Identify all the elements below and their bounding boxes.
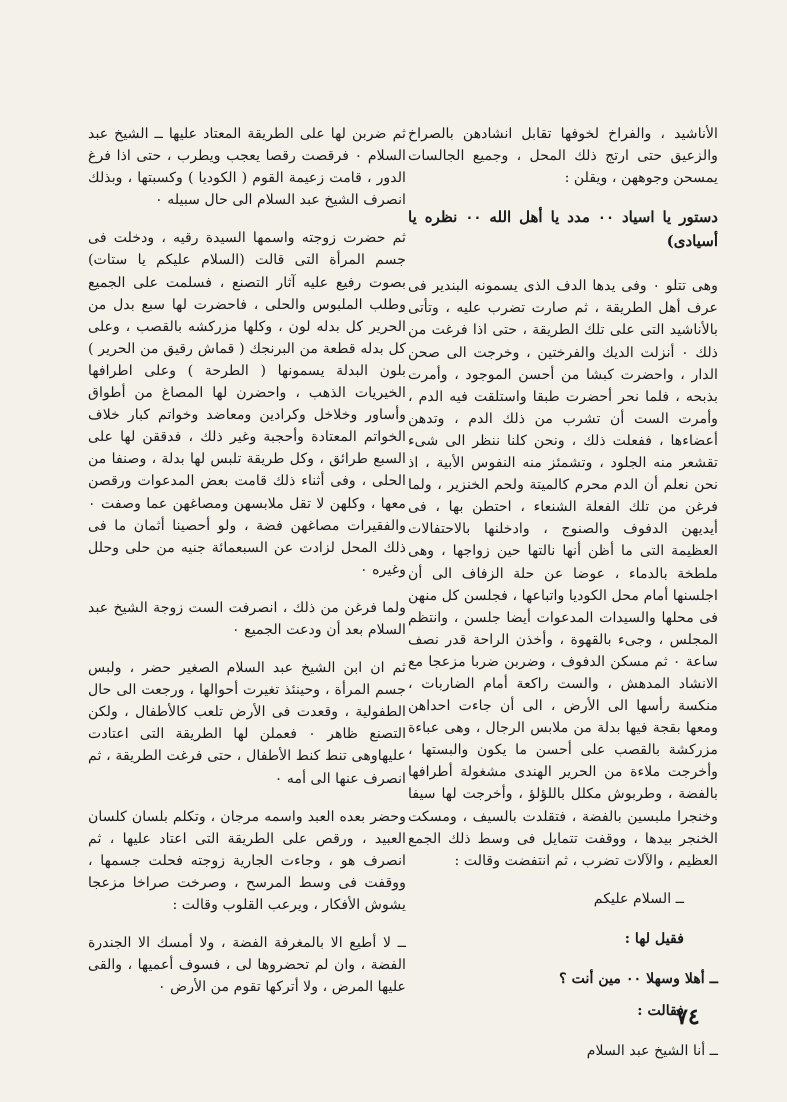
page-number: ٧٤ bbox=[676, 1004, 700, 1030]
dialogue-line: فقالت : bbox=[637, 1003, 684, 1020]
paragraph: وحضر بعده العبد واسمه مرجان ، وتكلم بلسان كلسان العبيد ، ورقص على الطريقة التى اعتاد عليها ، ثم انصرف هو ، وجاءت الجارية زوجته فحلت جسمها ، ووقفت فى وسط المرسح ، وصرخت صراخا مزعجا يشوش الأفكار ، ويرعب القلوب وقالت : bbox=[88, 808, 406, 913]
paragraph: ثم ان ابن الشيخ عبد السلام الصغير حضر ، ولبس جسم المرأة ، وحينئذ تغيرت أحوالها ، ورجعت الى حال الطفولية ، وقعدت فى الأرض تلعب كالأطفال ، ولكن التصنع ظاهر ٠ فعملن لها الطريقة التى اعتادت عليهاوهى تنط كنط الأطفال ، حتى فرغت الطريقة ، ثم انصرف عنها الى أمه ٠ bbox=[88, 660, 407, 787]
paragraph: ثم ضربن لها على الطريقة المعتاد عليها ــ الشيخ عبد السلام ٠ فرقصت رقصا يعجب ويطرب ، حتى اذا فرغ الدور ، قامت زعيمة القوم ( الكوديا ) وكسبتها ، وبذلك انصرف الشيخ عبد السلام الى حال سبيله ٠ bbox=[88, 126, 406, 209]
right-column bbox=[408, 123, 718, 1072]
left-column bbox=[88, 123, 406, 1014]
section-heading: دستور يا اسياد ٠٠ مدد يا أهل الله ٠٠ نظره يا أسيادى) bbox=[408, 208, 718, 251]
dialogue-line: ــ السلام عليكم bbox=[593, 890, 684, 907]
paragraph: الأناشيد ، والفراخ لخوفها تقابل انشادهن بالصراخ والزعيق حتى ارتج ذلك المحل ، وجميع الجالسات يمسحن وجوههن ، ويقلن : bbox=[408, 126, 718, 187]
dialogue-line: ــ أهلا وسهلا ٠٠ مين أنت ؟ bbox=[559, 971, 718, 987]
dialogue-line: فقيل لها : bbox=[624, 930, 684, 947]
paragraph: ثم حضرت زوجته واسمها السيدة رقيه ، ودخلت فى جسم المرأة التى قالت (السلام عليكم يا ستات) بصوت رفيع عليه آثار التصنع ، فسلمت على الجميع وطلب الملبوس والحلى ، فاحضرت لها سبع بدل من الحرير كل بدله لون ، وكلها مزركشه بالقصب ، وعلى كل بدله قطعة من البرنجك ( قماش رقيق من الحرير ) بلون البدلة يسمونها ( الطرحة ) وعلى اطرافها الخيريات الذهب ، واحضرن لها المصاغ من أطواق وأساور وخلاخل وكرادين ومعاضد وخواتم كبار خلاف الخواتم المعتادة وأحجبة وغير ذلك ، فدققن لها على السبع طرائق ، وكل طريقة تلبس لها بدلة ، وصنفا من الحلى ، وفى أثناء ذلك قامت بعض المدعوات ورقصن معها ، وكلهن لا تقل ملابسهن ومصاغهن عما وصفت ٠ والفقيرات مصاغهن فضة ، ولو أحصينا أثمان ما فى ذلك المحل لزادت عن السبعمائة جنيه من حلى وحلل وغيره ٠ bbox=[88, 230, 406, 578]
paragraph: وهى تتلو ٠ وفى يدها الدف الذى يسمونه البندير فى عرف أهل الطريقة ، ثم صارت تضرب عليه ، وتأتى بالأناشيد التى على تلك الطريقة ، حتى اذا فرغت من ذلك ٠ أنزلت الديك والفرختين ، وخرجت الى صحن الدار ، واحضرت كبشا من أحسن الموجود ، وأمرت بذبحه ، فلما نحر أحضرت طبقا واستلقت فيه الدم ، وأمرت الست أن تشرب من ذلك الدم ، وتدهن أعضاءها ، ففعلت ذلك ، ونحن كلنا ننظر الى شىء تقشعر منه الجلود ، وتشمئز منه النفوس الأبية ، اذ نحن نعلم أن الدم محرم كالميتة ولحم الخنزير ، ولما فرغن من تلك الفعلة الشنعاء ، احتطن بها ، فى أيديهن الدفوف والصنوج ، وادخلنها بالاحتفالات العظيمة التى ما أظن أنها نالتها حين زواجها ، وهى ملطخة بالدماء ، عوضا عن حلة الزفاف الى أن اجلسنها أمام محل الكوديا واتباعها ، فجلسن كل منهن فى محلها والسيدات المدعوات أيضا جلسن ، وانتظم المجلس ، وجىء بالقهوة ، وأخذن الراحة قدر نصف ساعة ٠ ثم مسكن الدفوف ، وضربن ضربا مزعجا مع الانشاد المدهش ، والست راكعة أمام الضاربات ، منكسة رأسها الى الأرض ، الى أن جاءت احداهن ومعها بقجة فيها بدلة من ملابس الرجال ، وهى عباءة مزركشة بالقصب على أحسن ما يكون والبستها ، وأخرجت ملاءة من الحرير الهندى مشغولة أطرافها بالفضة ، وطربوش مكلل باللؤلؤ ، وأخرجت لها سيفا وخنجرا ملبسين بالفضة ، فتقلدت بالسيف ، ومسكت الخنجر بيدها ، ووقفت تتمايل فى وسط ذلك الجمع العظيم ، والآلات تضرب ، ثم انتفضت وقالت : bbox=[408, 278, 719, 869]
dialogue-line: ــ أنا الشيخ عبد السلام bbox=[586, 1043, 718, 1060]
paragraph: ولما فرغن من ذلك ، انصرفت الست زوجة الشيخ عبد السلام بعد أن ودعت الجميع ٠ bbox=[88, 599, 406, 638]
paragraph: ــ لا أطيع الا بالمغرفة الفضة ، ولا أمسك الا الجندرة الفضة ، وان لم تحضروها لى ، فسوف أعميها ، والقى عليها المرض ، ولا أتركها تقوم من الأرض ٠ bbox=[88, 935, 406, 996]
